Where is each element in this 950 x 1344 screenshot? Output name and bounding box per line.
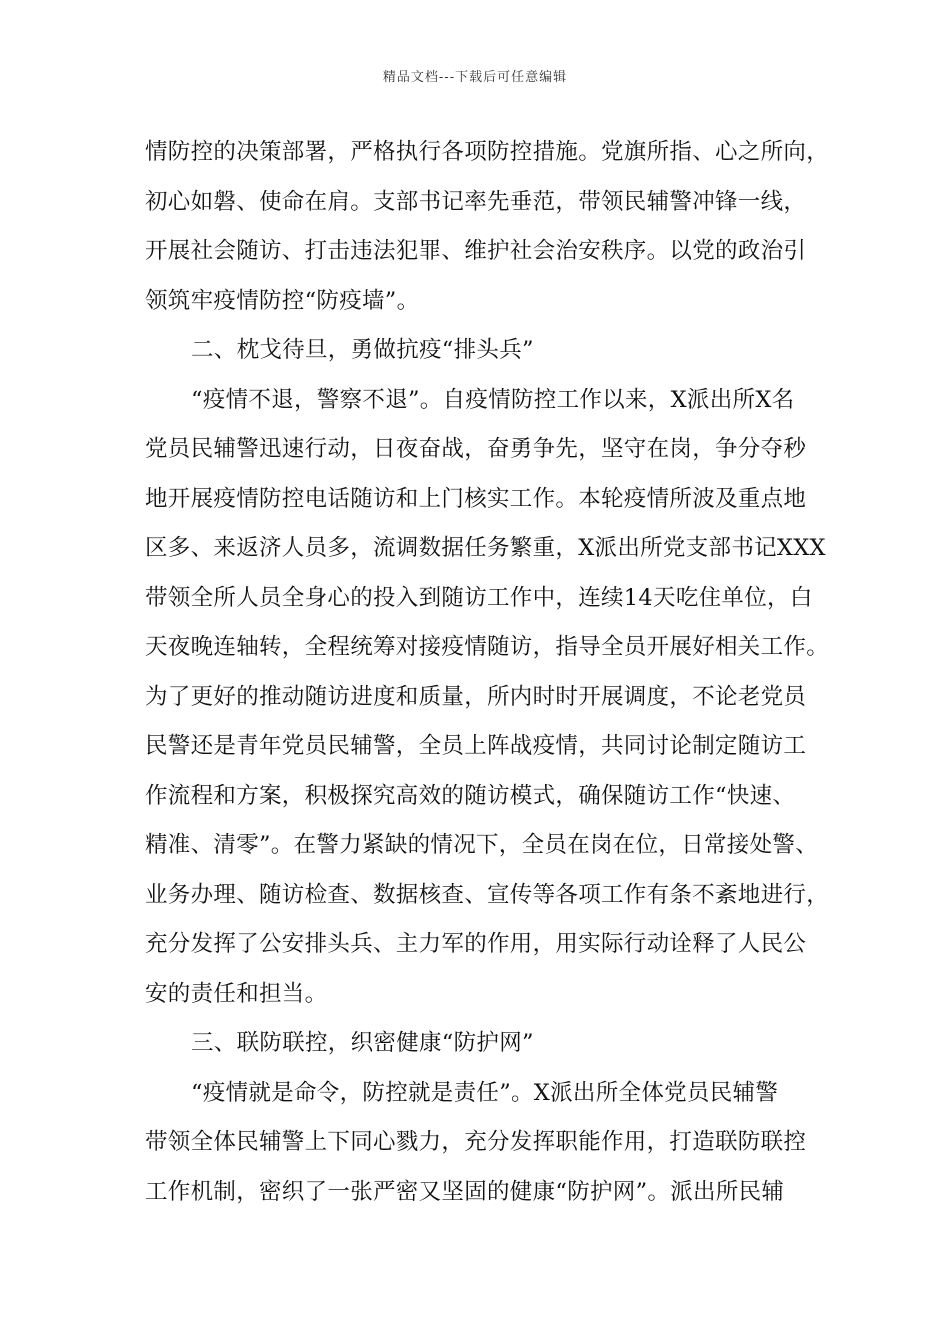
page-header: 精品文档---下载后可任意编辑 (382, 70, 568, 85)
text-line: 带领全体民辅警上下同心戮力，充分发挥职能作用，打造联防联控 (145, 1129, 807, 1155)
text-line: 工作机制，密织了一张严密又坚固的健康“防护网”。派出所民辅 (145, 1178, 785, 1205)
text-line: 充分发挥了公安排头兵、主力军的作用，用实际行动诠释了人民公 (145, 931, 807, 957)
text-line: 情防控的决策部署，严格执行各项防控措施。党旗所指、心之所向， (145, 139, 830, 165)
text-line: 精准、清零”。在警力紧缺的情况下，全员在岗在位，日常接处警、 (145, 832, 819, 858)
text-line: 区多、来返济人员多，流调数据任务繁重，X派出所党支部书记XXX (145, 535, 826, 561)
section-heading: 三、联防联控，织密健康“防护网” (191, 1030, 534, 1056)
text-line: 党员民辅警迅速行动，日夜奋战，奋勇争先，坚守在岗，争分夺秒 (145, 436, 807, 462)
text-line: 开展社会随访、打击违法犯罪、维护社会治安秩序。以党的政治引 (145, 238, 807, 264)
document-body (145, 128, 835, 1217)
text-line: 带领全所人员全身心的投入到随访工作中，连续14天吃住单位，白 (145, 584, 813, 611)
text-line: 初心如磐、使命在肩。支部书记率先垂范，带领民辅警冲锋一线， (145, 188, 807, 215)
text-line: 安的责任和担当。 (145, 980, 328, 1007)
text-line: 为了更好的推动随访进度和质量，所内时时开展调度，不论老党员 (145, 683, 807, 710)
text-line: 地开展疫情防控电话随访和上门核实工作。本轮疫情所波及重点地 (145, 485, 807, 512)
text-line: 业务办理、随访检查、数据核查、宣传等各项工作有条不紊地进行， (145, 881, 830, 908)
text-line: 作流程和方案，积极探究高效的随访模式，确保随访工作“快速、 (145, 782, 796, 809)
text-line: 民警还是青年党员民辅警，全员上阵战疫情，共同讨论制定随访工 (145, 733, 807, 759)
text-line: 天夜晚连轴转，全程统筹对接疫情随访，指导全员开展好相关工作。 (145, 634, 830, 660)
text-line: “疫情不退，警察不退”。自疫情防控工作以来，X派出所X名 (191, 386, 795, 413)
text-line: “疫情就是命令，防控就是责任”。X派出所全体党员民辅警 (191, 1079, 779, 1106)
section-heading: 二、枕戈待旦，勇做抗疫“排头兵” (191, 337, 534, 363)
text-line: 领筑牢疫情防控“防疫墙”。 (145, 287, 420, 314)
